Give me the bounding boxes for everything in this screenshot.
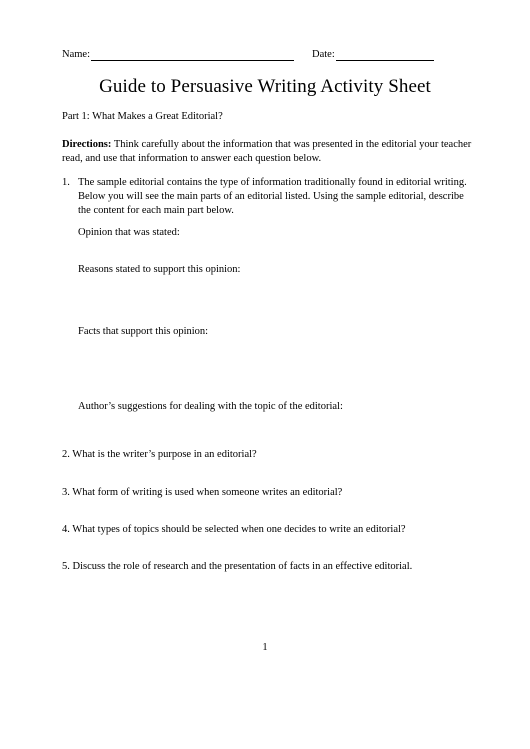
name-field-line[interactable] [91, 60, 294, 61]
date-label: Date: [312, 49, 335, 60]
part-heading: Part 1: What Makes a Great Editorial? [62, 111, 223, 122]
page-number: 1 [262, 642, 268, 653]
q1-part-suggestions: Author’s suggestions for dealing with the topic of the editorial: [78, 401, 343, 412]
question-1-text: The sample editorial contains the type of information traditionally found in editorial writing. Below you will see the main parts of an editorial listed. Using the sample editorial, describe the content for each main part below. [78, 177, 467, 216]
question-5: 5. Discuss the role of research and the presentation of facts in an effective editorial. [62, 561, 413, 572]
question-4: 4. What types of topics should be selected when one decides to write an editorial? [62, 524, 406, 535]
q1-part-facts: Facts that support this opinion: [78, 326, 209, 337]
question-3: 3. What form of writing is used when someone writes an editorial? [62, 487, 343, 498]
q1-part-reasons: Reasons stated to support this opinion: [78, 264, 241, 275]
question-1-number: 1. [62, 177, 70, 188]
question-2: 2. What is the writer’s purpose in an editorial? [62, 449, 257, 460]
date-field-line[interactable] [336, 60, 434, 61]
directions-text: Think carefully about the information that was presented in the editorial your teacher read, and use that information to answer each question below. [62, 139, 472, 164]
name-label: Name: [62, 49, 90, 60]
page-title: Guide to Persuasive Writing Activity Sheet [99, 76, 431, 97]
directions-paragraph [62, 138, 482, 166]
directions-label: Directions: [62, 139, 112, 150]
q1-part-opinion: Opinion that was stated: [78, 227, 180, 238]
